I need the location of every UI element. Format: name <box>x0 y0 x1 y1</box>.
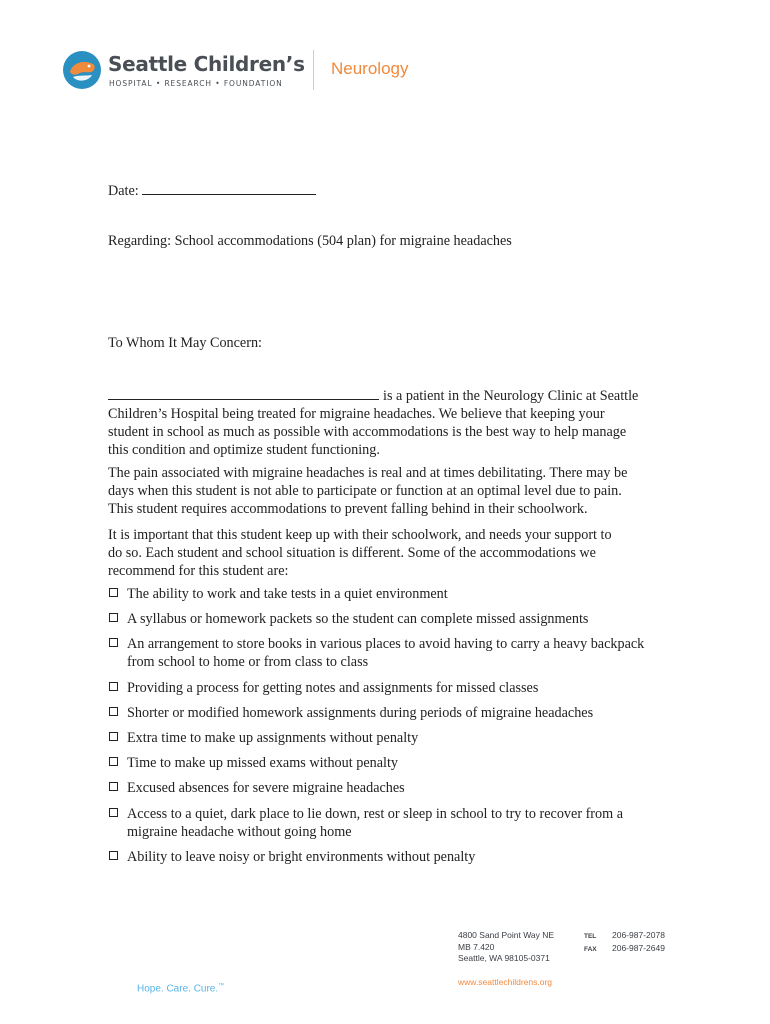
intro-line: Children’s Hospital being treated for migraine headaches. We believe that keeping your <box>108 406 605 422</box>
footer-address <box>458 930 554 965</box>
tagline-text: Hope. Care. Cure. <box>137 983 219 995</box>
accommodation-item: An arrangement to store books in various places to avoid having to carry a heavy backpack from school to home or from class to class <box>108 635 647 671</box>
accommodation-item: Ability to leave noisy or bright environments without penalty <box>108 848 668 866</box>
support-line: It is important that this student keep up with their schoolwork, and needs your support to <box>108 527 612 543</box>
tagline <box>137 983 224 994</box>
pain-line: days when this student is not able to participate or function at an optimal level due to pain. <box>108 483 622 499</box>
trademark-mark: ™ <box>218 983 225 989</box>
department-name: Neurology <box>331 59 409 78</box>
accommodation-item: The ability to work and take tests in a quiet environment <box>108 585 668 603</box>
intro-line: student in school as much as possible with accommodations is the best way to help manage <box>108 424 627 440</box>
intro-paragraph <box>108 385 668 459</box>
checkbox[interactable] <box>109 732 118 741</box>
date-line <box>108 180 316 200</box>
brand-name: Seattle Children’s <box>108 52 305 76</box>
header-divider <box>313 50 314 90</box>
regarding-line: Regarding: School accommodations (504 plan) for migraine headaches <box>108 233 512 249</box>
support-line: do so. Each student and school situation is different. Some of the accommodations we <box>108 545 596 561</box>
pain-line: This student requires accommodations to prevent falling behind in their schoolwork. <box>108 501 588 517</box>
pain-paragraph <box>108 464 668 518</box>
intro-line <box>108 385 668 405</box>
brand-subtitle: HOSPITAL • RESEARCH • FOUNDATION <box>109 79 283 88</box>
pain-line: The pain associated with migraine headaches is real and at times debilitating. There may be <box>108 465 628 481</box>
address-line: Seattle, WA 98105-0371 <box>458 953 550 963</box>
address-line: 4800 Sand Point Way NE <box>458 930 555 940</box>
seattle-childrens-logo-icon <box>62 50 102 90</box>
accommodation-item: Extra time to make up assignments without penalty <box>108 729 668 747</box>
checkbox[interactable] <box>109 638 118 647</box>
support-paragraph <box>108 526 668 580</box>
tel-row <box>584 930 665 943</box>
patient-name-blank-field[interactable] <box>108 385 379 400</box>
accommodation-item: A syllabus or homework packets so the student can complete missed assignments <box>108 610 668 628</box>
fax-number: 206-987-2649 <box>612 942 665 953</box>
support-line: recommend for this student are: <box>108 563 289 579</box>
checkbox[interactable] <box>109 707 118 716</box>
website-link[interactable]: www.seattlechildrens.org <box>458 977 553 987</box>
intro-line-text: is a patient in the Neurology Clinic at Seattle <box>383 388 639 404</box>
salutation: To Whom It May Concern: <box>108 335 262 351</box>
address-line: MB 7.420 <box>458 941 495 952</box>
checkbox[interactable] <box>109 808 118 817</box>
checkbox[interactable] <box>109 613 118 622</box>
footer-contact <box>584 930 665 955</box>
accommodation-item: Providing a process for getting notes and assignments for missed classes <box>108 679 668 697</box>
date-label: Date: <box>108 183 139 199</box>
date-blank-field[interactable] <box>142 180 316 195</box>
tel-number[interactable]: 206-987-2078 <box>612 930 665 940</box>
tel-label: TEL <box>584 933 597 940</box>
checkbox[interactable] <box>109 851 118 860</box>
accommodation-item: Time to make up missed exams without penalty <box>108 754 668 772</box>
accommodation-item: Shorter or modified homework assignments during periods of migraine headaches <box>108 704 668 722</box>
checkbox[interactable] <box>109 682 118 691</box>
accommodations-checklist <box>108 585 668 873</box>
intro-line: this condition and optimize student functioning. <box>108 442 380 458</box>
checkbox[interactable] <box>109 757 118 766</box>
accommodation-item: Excused absences for severe migraine headaches <box>108 779 668 797</box>
checkbox[interactable] <box>109 782 118 791</box>
checkbox[interactable] <box>109 588 118 597</box>
fax-row <box>584 943 665 956</box>
fax-label: FAX <box>584 945 597 953</box>
accommodation-item: Access to a quiet, dark place to lie down, rest or sleep in school to try to recover from a migraine headache without going home <box>108 805 675 841</box>
